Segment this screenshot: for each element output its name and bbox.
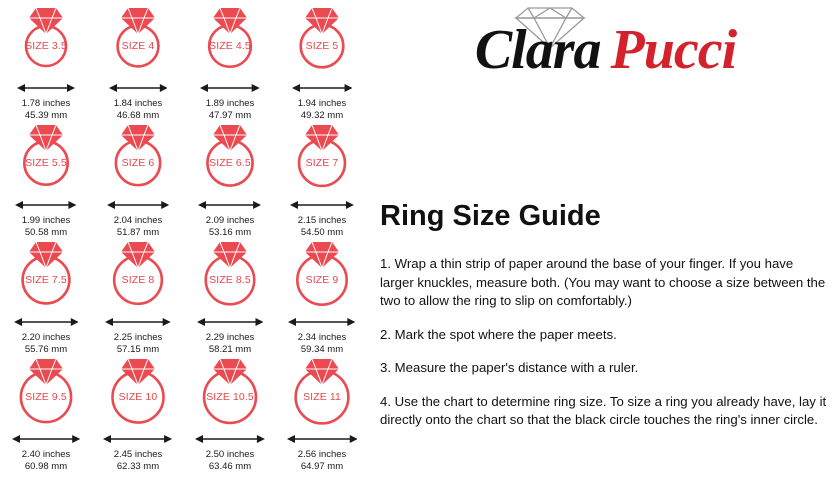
ring-illustration [0,4,92,82]
instructions-list [380,255,830,430]
ring-inches: 2.40 inches [21,449,71,460]
ring-measurements [184,332,276,355]
diameter-arrow-icon [184,433,276,447]
diameter-arrow-icon [276,316,368,330]
instruction-step: 1. Wrap a thin strip of paper around the base of your finger. If you have larger knuckles, measure both. (You may want to choose a size between the two to allow the ring to slip on comfortably.) [380,256,826,308]
ring-measurements [0,449,92,472]
ring-size-label: SIZE 5.5 [25,157,67,169]
ring-illustration [0,238,92,316]
diameter-arrow-icon [0,82,92,96]
diameter-arrow-icon [184,82,276,96]
diameter-arrow-icon [0,199,92,213]
ring-size-cell [92,355,184,472]
ring-inches: 2.50 inches [205,449,255,460]
instruction-step: 4. Use the chart to determine ring size. To size a ring you already have, lay it directly onto the chart so that the black circle touches the ring's inner circle. [380,393,827,427]
ring-illustration [92,4,184,82]
ring-size-label: SIZE 6 [121,157,155,169]
brand-word-1: Clara [474,19,601,81]
ring-inches: 1.89 inches [205,98,255,109]
ring-size-cell [0,238,92,355]
ring-inches: 2.04 inches [113,215,163,226]
ring-measurements [92,215,184,238]
ring-inches: 2.20 inches [21,332,71,343]
ring-mm: 45.39 mm [24,109,68,121]
ring-size-label: SIZE 8.5 [209,274,251,286]
ring-size-label: SIZE 10 [118,391,158,403]
diameter-arrow-icon [92,433,184,447]
ring-size-chart [0,0,368,501]
ring-illustration [92,355,184,433]
ring-mm: 46.68 mm [116,109,160,121]
ring-illustration [276,238,368,316]
ring-inches: 1.78 inches [21,98,71,109]
ring-illustration [92,238,184,316]
instruction-step: 3. Measure the paper's distance with a ruler. [380,360,639,375]
ring-inches: 2.09 inches [205,215,255,226]
ring-grid [0,0,368,472]
ring-measurements [276,215,368,238]
ring-illustration [92,121,184,199]
ring-inches: 2.25 inches [113,332,163,343]
ring-measurements [0,98,92,121]
ring-illustration [276,121,368,199]
ring-size-label: SIZE 4.5 [209,40,251,52]
ring-size-cell [276,355,368,472]
ring-size-cell [0,355,92,472]
ring-measurements [184,449,276,472]
ring-size-label: SIZE 3.5 [25,40,67,52]
ring-measurements [276,449,368,472]
diameter-arrow-icon [92,316,184,330]
diameter-arrow-icon [184,199,276,213]
ring-measurements [92,332,184,355]
diameter-arrow-icon [0,316,92,330]
ring-mm: 53.16 mm [208,226,252,238]
ring-mm: 51.87 mm [116,226,160,238]
ring-size-cell [184,238,276,355]
ring-inches: 1.84 inches [113,98,163,109]
ring-illustration [276,4,368,82]
instruction-step: 2. Mark the spot where the paper meets. [380,326,617,342]
brand-name [372,18,839,82]
diameter-arrow-icon [92,82,184,96]
ring-illustration [0,121,92,199]
ring-size-cell [184,355,276,472]
ring-mm: 47.97 mm [208,109,252,121]
ring-illustration [184,355,276,433]
ring-size-cell [92,238,184,355]
ring-measurements [276,98,368,121]
ring-mm: 50.58 mm [24,226,68,238]
ring-inches: 2.29 inches [205,332,255,343]
ring-size-label: SIZE 4 [121,40,155,52]
diameter-arrow-icon [276,82,368,96]
ring-illustration [184,121,276,199]
ring-mm: 57.15 mm [116,343,160,355]
diameter-arrow-icon [92,199,184,213]
ring-size-label: SIZE 9 [305,274,339,286]
ring-size-cell [184,4,276,121]
ring-mm: 49.32 mm [300,109,344,121]
ring-size-cell [276,238,368,355]
diameter-arrow-icon [276,199,368,213]
ring-size-label: SIZE 7 [305,157,339,169]
page-title: Ring Size Guide [380,200,601,232]
ring-size-label: SIZE 8 [121,274,155,286]
ring-size-label: SIZE 9.5 [25,391,67,403]
ring-size-label: SIZE 6.5 [209,157,251,169]
ring-size-label: SIZE 5 [305,40,339,52]
ring-inches: 2.45 inches [113,449,163,460]
ring-inches: 1.94 inches [297,98,347,109]
ring-mm: 60.98 mm [24,460,68,472]
ring-mm: 54.50 mm [300,226,344,238]
ring-inches: 2.56 inches [297,449,347,460]
ring-mm: 64.97 mm [300,460,344,472]
ring-measurements [184,215,276,238]
ring-measurements [276,332,368,355]
ring-size-label: SIZE 10.5 [206,391,254,403]
ring-size-cell [184,121,276,238]
ring-mm: 55.76 mm [24,343,68,355]
ring-size-cell [0,121,92,238]
diameter-arrow-icon [276,433,368,447]
ring-size-label: SIZE 7.5 [25,274,67,286]
brand-logo [372,0,839,104]
ring-size-label: SIZE 11 [303,391,341,403]
brand-word-2: Pucci [610,19,737,81]
ring-measurements [184,98,276,121]
ring-illustration [184,238,276,316]
ring-size-cell [276,4,368,121]
ring-measurements [92,449,184,472]
ring-illustration [0,355,92,433]
ring-size-cell [276,121,368,238]
ring-illustration [184,4,276,82]
ring-inches: 1.99 inches [21,215,71,226]
ring-mm: 62.33 mm [116,460,160,472]
ring-inches: 2.15 inches [297,215,347,226]
ring-measurements [0,215,92,238]
ring-mm: 63.46 mm [208,460,252,472]
ring-measurements [0,332,92,355]
ring-size-cell [92,4,184,121]
guide-panel [372,0,839,501]
ring-size-cell [0,4,92,121]
ring-measurements [92,98,184,121]
ring-illustration [276,355,368,433]
diameter-arrow-icon [0,433,92,447]
ring-mm: 59.34 mm [300,343,344,355]
ring-mm: 58.21 mm [208,343,252,355]
ring-inches: 2.34 inches [297,332,347,343]
diameter-arrow-icon [184,316,276,330]
ring-size-cell [92,121,184,238]
